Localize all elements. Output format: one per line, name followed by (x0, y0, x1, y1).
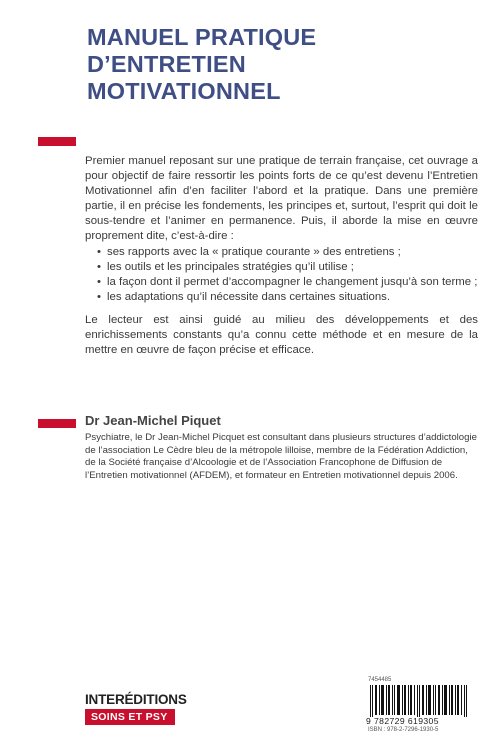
title-line-2: D’ENTRETIEN (87, 51, 246, 77)
bullet-item: • la façon dont il permet d’accompagner le changement jusqu’à son terme ; (99, 275, 478, 290)
author-name: Dr Jean-Michel Piquet (85, 413, 221, 428)
description-paragraph-1: Premier manuel reposant sur une pratique de terrain française, cet ouvrage a pour objectif de faire ressortir les points forts de ce qu’est devenu l’Entretien Motivationnel afin d’en faciliter l’abord et la pratique. Dans une première partie, il en précise les fondements, les principes et, surtout, l’esprit qui doit le sous-tendre et l’animer en permanence. Puis, il aborde la mise en œuvre proprement dite, c’est-à-dire : (85, 155, 478, 242)
book-title (87, 24, 487, 105)
author-bio: Psychiatre, le Dr Jean-Michel Picquet est consultant dans plusieurs structures d’addictologie de l’association Le Cèdre bleu de la métropole lilloise, membre de la Fédération Addiction, de la Société française d’Alcoologie et de l’Association Francophone de Diffusion de l’Entretien motivationnel (AFDEM), et formateur en Entretien motivationnel depuis 2006. (85, 432, 477, 481)
description-bullet-list (85, 245, 478, 305)
barcode-icon (366, 685, 476, 717)
publisher-logo (85, 692, 187, 725)
title-line-3: MOTIVATIONNEL (87, 78, 281, 104)
title-line-1: MANUEL PRATIQUE (87, 24, 317, 50)
accent-bar (38, 137, 76, 146)
barcode-number: 9 782729 619305 (366, 716, 439, 726)
isbn-text: ISBN : 978-2-7296-1930-5 (368, 727, 439, 733)
bullet-item: • les outils et les principales stratégies qu’il utilise ; (99, 260, 478, 275)
bullet-item: • ses rapports avec la « pratique courante » des entretiens ; (99, 245, 478, 260)
barcode-code: 7454485 (368, 677, 392, 683)
collection-badge: SOINS ET PSY (85, 709, 175, 725)
publisher-name: INTERÉDITIONS (85, 692, 187, 707)
description-paragraph-2: Le lecteur est ainsi guidé au milieu des développements et des enrichissements constants qu’a connu cette méthode et en mesure de la mettre en œuvre de façon précise et efficace. (85, 314, 478, 356)
accent-bar (38, 419, 76, 428)
book-description (85, 154, 478, 358)
bullet-item: • les adaptations qu’il nécessite dans certaines situations. (99, 290, 478, 305)
barcode-area (366, 677, 476, 737)
